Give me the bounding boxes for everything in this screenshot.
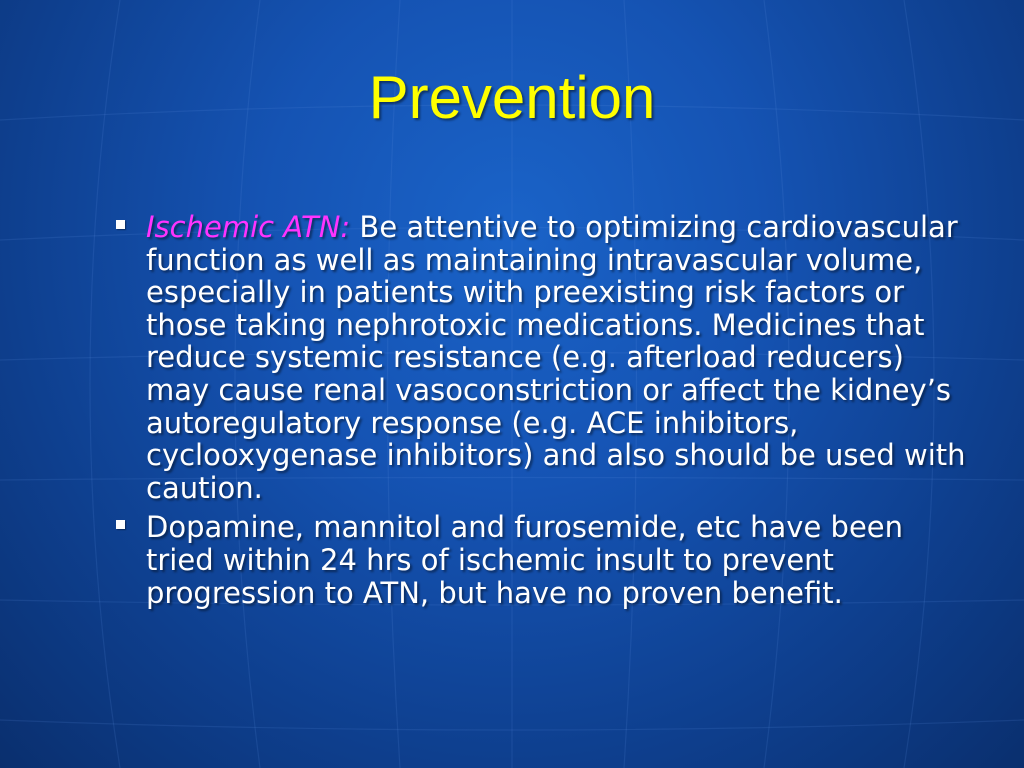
- bullet-ischemic-atn: [112, 211, 972, 504]
- bullet-list: [112, 211, 972, 609]
- slide-title: Prevention: [368, 64, 656, 131]
- bullet-dopamine: [112, 511, 972, 609]
- bullet-text: Be attentive to optimizing cardiovascular function as well as maintaining intravascular volume, especially in patients with preexisting risk factors or those taking nephrotoxic medications. Medicines that reduce systemic resistance (e.g. afterload reducers) may cause renal vasoconstriction or affect the kidney’s autoregulatory response (e.g. ACE inhibitors, cyclooxygenase inhibitors) and also should be used with caution.: [146, 210, 966, 505]
- bullet-term: Ischemic ATN:: [146, 210, 351, 244]
- square-bullet-icon: [116, 520, 125, 529]
- bullet-text: Dopamine, mannitol and furosemide, etc have been tried within 24 hrs of ischemic insult to prevent progression to ATN, but have no proven benefit.: [146, 510, 904, 610]
- square-bullet-icon: [116, 220, 125, 229]
